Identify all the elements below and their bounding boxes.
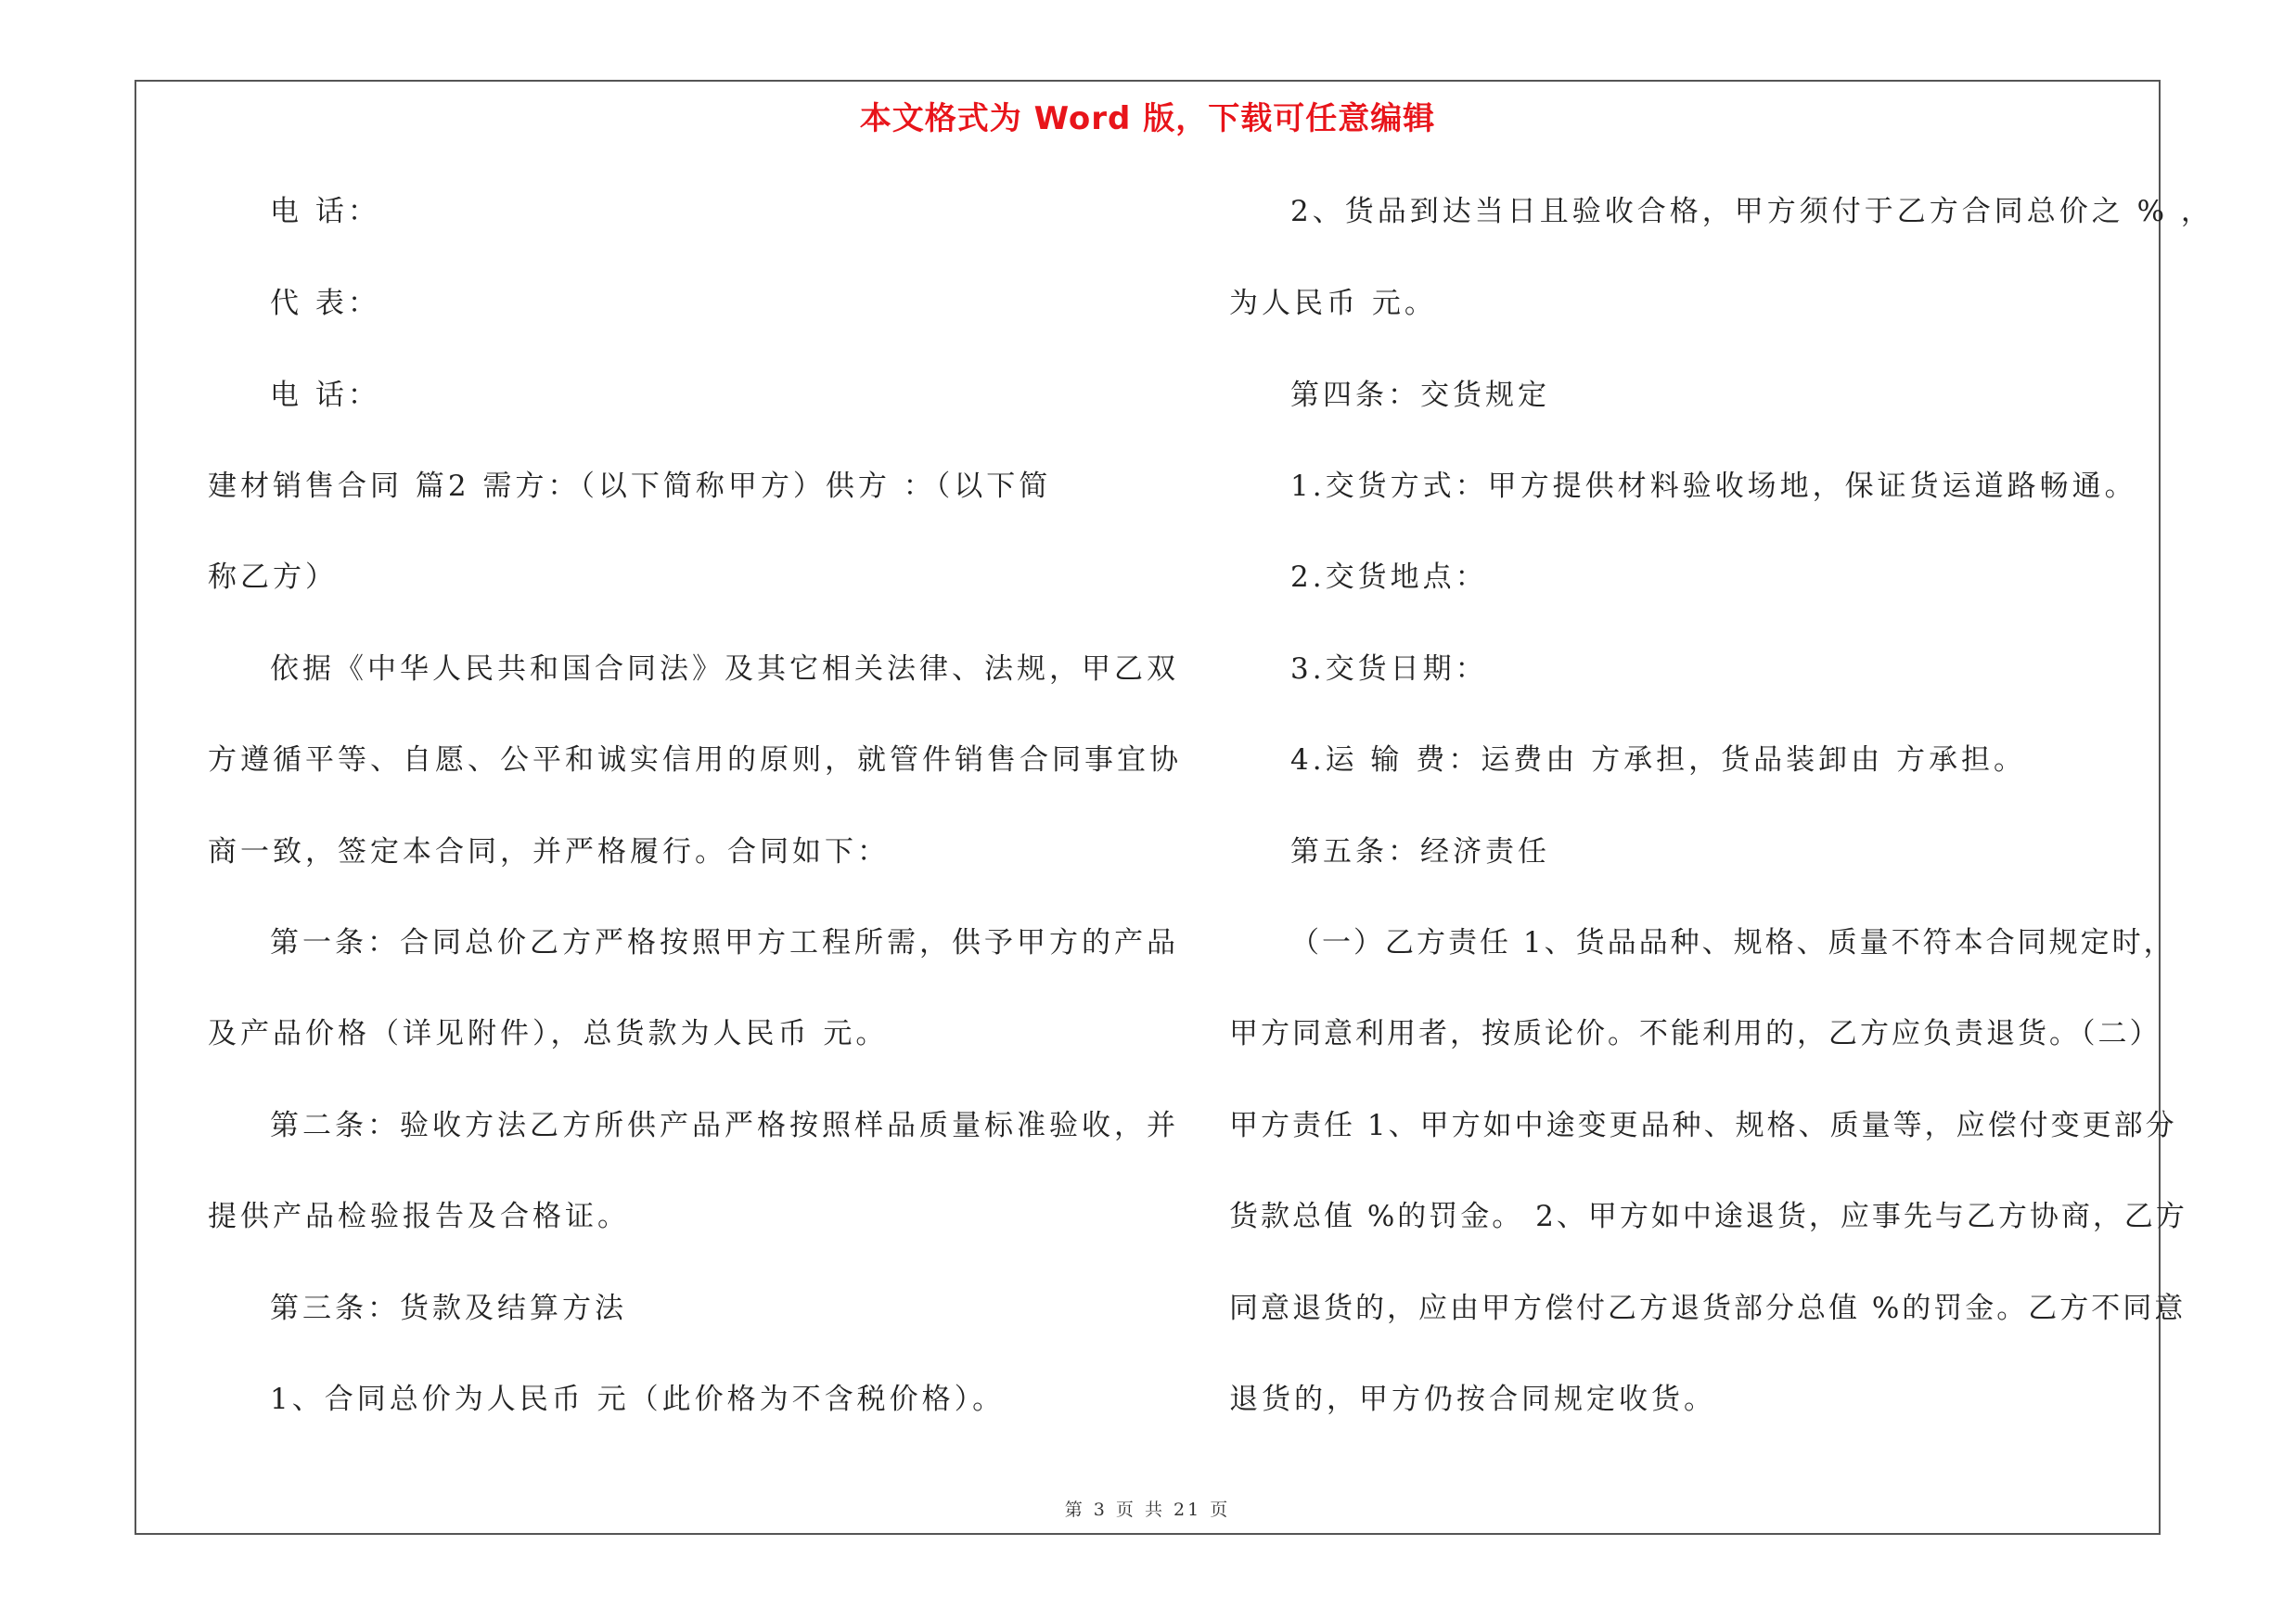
left-line: 第二条：验收方法乙方所供产品严格按照样品质量标准验收，并 [270, 1109, 1179, 1142]
right-line: 第四条：交货规定 [1290, 379, 1550, 412]
word-format-banner: 本文格式为 Word 版，下载可任意编辑 [859, 100, 1436, 137]
left-line: 第三条：货款及结算方法 [270, 1292, 627, 1325]
right-line: 4.运 输 费：运费由 方承担，货品装卸由 方承担。 [1290, 743, 2026, 777]
right-line: 同意退货的，应由甲方偿付乙方退货部分总值 %的罚金。乙方不同意 [1229, 1292, 2187, 1325]
right-line: 1.交货方式：甲方提供材料验收场地，保证货运道路畅通。 [1290, 470, 2137, 503]
right-line: （一）乙方责任 1、货品品种、规格、质量不符本合同规定时， [1290, 926, 2175, 960]
left-line: 第一条：合同总价乙方严格按照甲方工程所需，供予甲方的产品 [270, 926, 1179, 960]
left-line: 称乙方） [208, 560, 338, 594]
right-line: 货款总值 %的罚金。 2、甲方如中途退货，应事先与乙方协商，乙方 [1229, 1200, 2187, 1233]
right-line: 甲方同意利用者，按质论价。不能利用的，乙方应负责退货。（二） [1229, 1017, 2161, 1050]
right-line: 2.交货地点： [1290, 560, 1488, 594]
page-frame [135, 80, 2213, 1535]
left-line: 及产品价格（详见附件），总货款为人民币 元。 [208, 1017, 889, 1050]
right-line: 甲方责任 1、甲方如中途变更品种、规格、质量等，应偿付变更部分 [1229, 1109, 2177, 1142]
left-line: 依据《中华人民共和国合同法》及其它相关法律、法规，甲乙双 [270, 652, 1179, 686]
left-line: 代 表： [270, 287, 380, 320]
left-line: 电 话： [270, 195, 380, 228]
page-number: 第 3 页 共 21 页 [1064, 1500, 1231, 1520]
left-line: 1、合同总价为人民币 元（此价格为不含税价格）。 [270, 1383, 1006, 1416]
right-line: 3.交货日期： [1290, 652, 1488, 686]
left-line: 商一致，签定本合同，并严格履行。合同如下： [208, 835, 890, 869]
right-line: 退货的，甲方仍按合同规定收货。 [1229, 1383, 1716, 1416]
left-line: 方遵循平等、自愿、公平和诚实信用的原则，就管件销售合同事宜协 [208, 743, 1182, 777]
right-line: 第五条：经济责任 [1290, 835, 1550, 869]
left-line: 电 话： [270, 379, 380, 412]
left-line: 建材销售合同 篇2 需方：（以下简称甲方）供方 ：（以下简 [208, 470, 1052, 503]
right-line: 为人民币 元。 [1229, 287, 1437, 320]
right-line: 2、货品到达当日且验收合格，甲方须付于乙方合同总价之 % ， [1290, 195, 2213, 228]
left-line: 提供产品检验报告及合格证。 [208, 1200, 630, 1233]
